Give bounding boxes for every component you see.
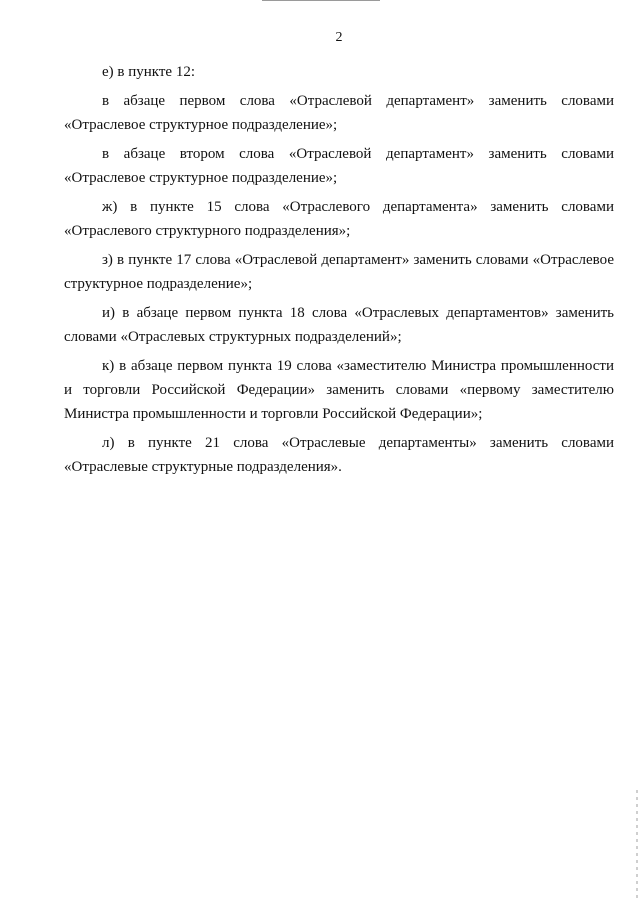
paragraph-k: к) в абзаце первом пункта 19 слова «заместителю Министра промышленности и торговли Российской Федерации» заменить словами «первому заместителю Министра промышленности и торговли Российской Федерации»; (64, 358, 614, 422)
paragraph-z: з) в пункте 17 слова «Отраслевой департамент» заменить словами «Отраслевое структурное подразделение»; (64, 252, 614, 292)
top-edge-line (262, 0, 380, 1)
paragraph-e-first-abzac: в абзаце первом слова «Отраслевой департамент» заменить словами «Отраслевое структурное подразделение»; (64, 93, 614, 133)
paragraph-e-second-abzac: в абзаце втором слова «Отраслевой департамент» заменить словами «Отраслевое структурное подразделение»; (64, 146, 614, 186)
scan-edge-marks (636, 790, 638, 900)
page-number: 2 (335, 30, 343, 45)
paragraph-e: е) в пункте 12: (102, 64, 196, 80)
paragraph-l: л) в пункте 21 слова «Отраслевые департаменты» заменить словами «Отраслевые структурные подразделения». (64, 435, 614, 475)
paragraph-i: и) в абзаце первом пункта 18 слова «Отраслевых департаментов» заменить словами «Отраслевых структурных подразделений»; (64, 305, 614, 345)
paragraph-zh: ж) в пункте 15 слова «Отраслевого департамента» заменить словами «Отраслевого структурного подразделения»; (64, 199, 614, 239)
document-body (64, 60, 614, 484)
